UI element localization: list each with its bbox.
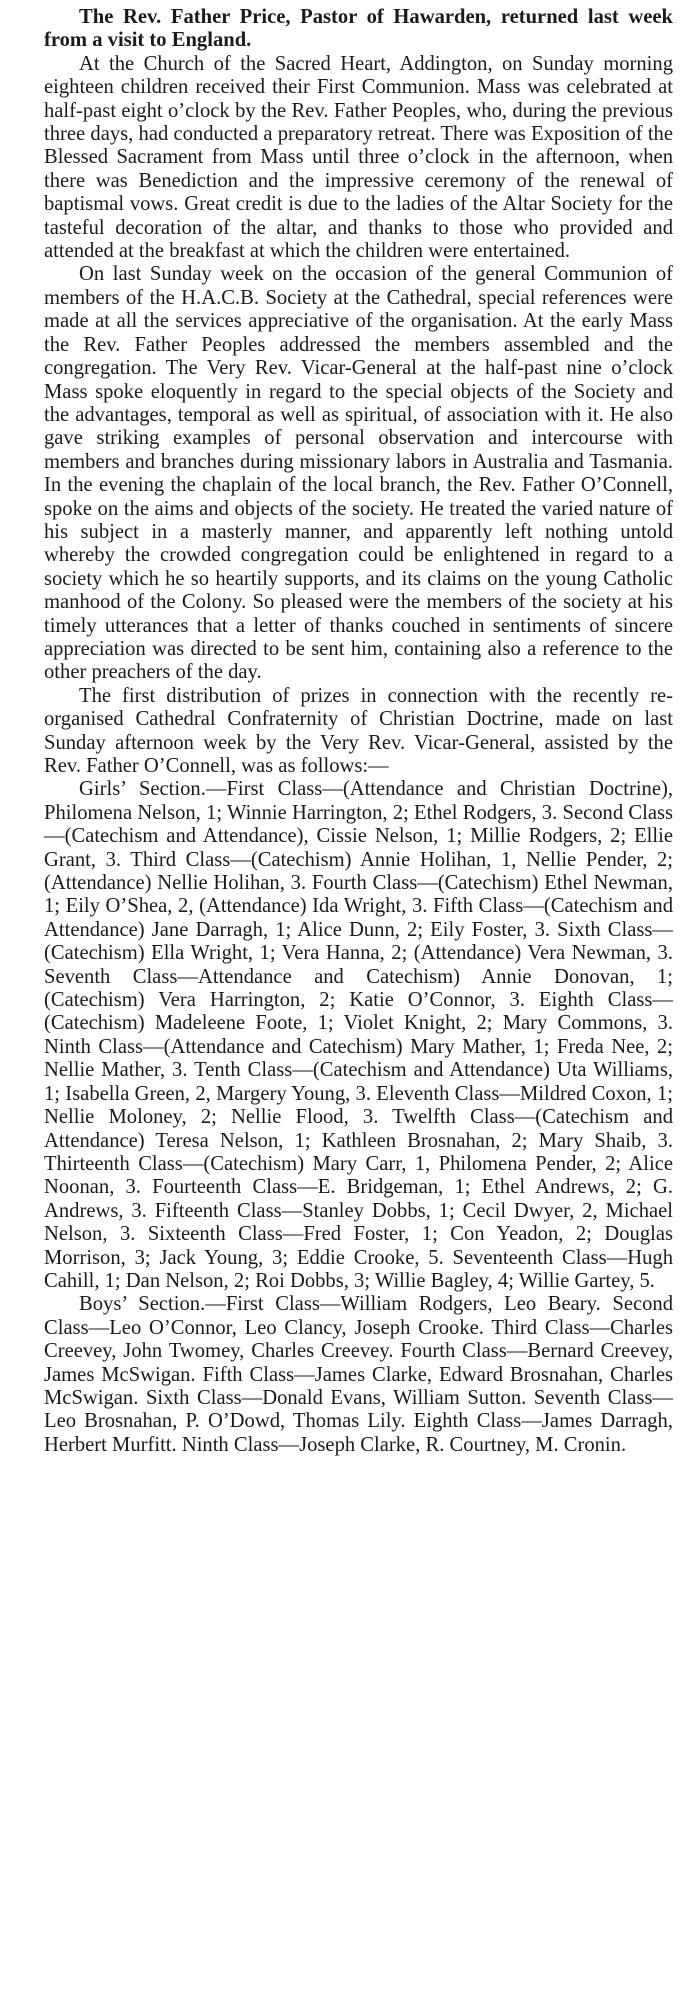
paragraph-hacb-society: On last Sunday week on the occasion of the general Communion of members of the H.A.C.B. Society at the Cathedral, special references were made at all the services appreciative of the organisation. At the early Mass the Rev. Father Peoples addressed the members assembled and the congregation. The Very Rev. Vicar-General at the half-past nine o’clock Mass spoke eloquently in regard to the special objects of the Society and the advantages, temporal as well as spiritual, of association with it. He also gave striking examples of personal observation and intercourse with members and branches during missionary labors in Australia and Tasmania. In the evening the chaplain of the local branch, the Rev. Father O’Connell, spoke on the aims and objects of the society. He treated the varied nature of his subject in a masterly manner, and apparently left nothing untold whereby the crowded congregation could be enlightened in regard to a society which he so heartily supports, and its claims on the young Catholic manhood of the Colony. So pleased were the members of the society at his timely utterances that a letter of thanks couched in sentiments of sincere appreciation was directed to be sent him, containing also a reference to the other preachers of the day. xyxy=(44,263,673,684)
paragraph-first-communion: At the Church of the Sacred Heart, Addington, on Sunday morning eighteen children received their First Communion. Mass was celebrated at half-past eight o’clock by the Rev. Father Peoples, who, during the previous three days, had conducted a preparatory retreat. There was Exposition of the Blessed Sacrament from Mass until three o’clock in the afternoon, when there was Benediction and the impressive ceremony of the renewal of baptismal vows. Great credit is due to the ladies of the Altar Society for the tasteful decoration of the altar, and thanks to those who provided and attended at the breakfast at which the children were entertained. xyxy=(44,52,673,263)
paragraph-girls-section: Girls’ Section.—First Class—(Attendance and Christian Doctrine), Philomena Nelson, 1; Winnie Harrington, 2; Ethel Rodgers, 3. Second Class—(Catechism and Attendance), Cissie Nelson, 1; Millie Rodgers, 2; Ellie Grant, 3. Third Class—(Catechism) Annie Holihan, 1, Nellie Pender, 2; (Attendance) Nellie Holihan, 3. Fourth Class—(Catechism) Ethel Newman, 1; Eily O’Shea, 2, (Attendance) Ida Wright, 3. Fifth Class—(Catechism and Attendance) Jane Darragh, 1; Alice Dunn, 2; Eily Foster, 3. Sixth Class—(Catechism) Ella Wright, 1; Vera Hanna, 2; (Attendance) Vera Newman, 3. Seventh Class—Attendance and Catechism) Annie Donovan, 1; (Catechism) Vera Harrington, 2; Katie O’Connor, 3. Eighth Class—(Catechism) Madeleene Foote, 1; Violet Knight, 2; Mary Commons, 3. Ninth Class—(Attendance and Catechism) Mary Mather, 1; Freda Nee, 2; Nellie Mather, 3. Tenth Class—(Catechism and Attendance) Uta Williams, 1; Isabella Green, 2, Margery Young, 3. Eleventh Class—Mildred Coxon, 1; Nellie Moloney, 2; Nellie Flood, 3. Twelfth Class—(Catechism and Attendance) Teresa Nelson, 1; Kathleen Brosnahan, 2; Mary Shaib, 3. Thirteenth Class—(Catechism) Mary Carr, 1, Philomena Pender, 2; Alice Noonan, 3. Fourteenth Class—E. Bridgeman, 1; Ethel Andrews, 2; G. Andrews, 3. Fifteenth Class—Stanley Dobbs, 1; Cecil Dwyer, 2, Michael Nelson, 3. Sixteenth Class—Fred Foster, 1; Con Yeadon, 2; Douglas Morrison, 3; Jack Young, 3; Eddie Crooke, 5. Seventeenth Class—Hugh Cahill, 1; Dan Nelson, 2; Roi Dobbs, 3; Willie Bagley, 4; Willie Gartey, 5. xyxy=(44,778,673,1292)
paragraph-prize-distribution: The first distribution of prizes in connection with the recently re-organised Cathedral Confraternity of Christian Doctrine, made on last Sunday afternoon week by the Very Rev. Vicar-General, assisted by the Rev. Father O’Connell, was as follows:— xyxy=(44,684,673,777)
paragraph-father-price: The Rev. Father Price, Pastor of Hawarden, returned last week from a visit to England. xyxy=(44,6,673,52)
paragraph-boys-section: Boys’ Section.—First Class—William Rodgers, Leo Beary. Second Class—Leo O’Connor, Leo Clancy, Joseph Crooke. Third Class—Charles Creevey, John Twomey, Charles Creevey. Fourth Class—Bernard Creevey, James McSwigan. Fifth Class—James Clarke, Edward Brosnahan, Charles McSwigan. Sixth Class—Donald Evans, William Sutton. Seventh Class—Leo Brosnahan, P. O’Dowd, Thomas Lily. Eighth Class—James Darragh, Herbert Murfitt. Ninth Class—Joseph Clarke, R. Courtney, M. Cronin. xyxy=(44,1293,673,1456)
